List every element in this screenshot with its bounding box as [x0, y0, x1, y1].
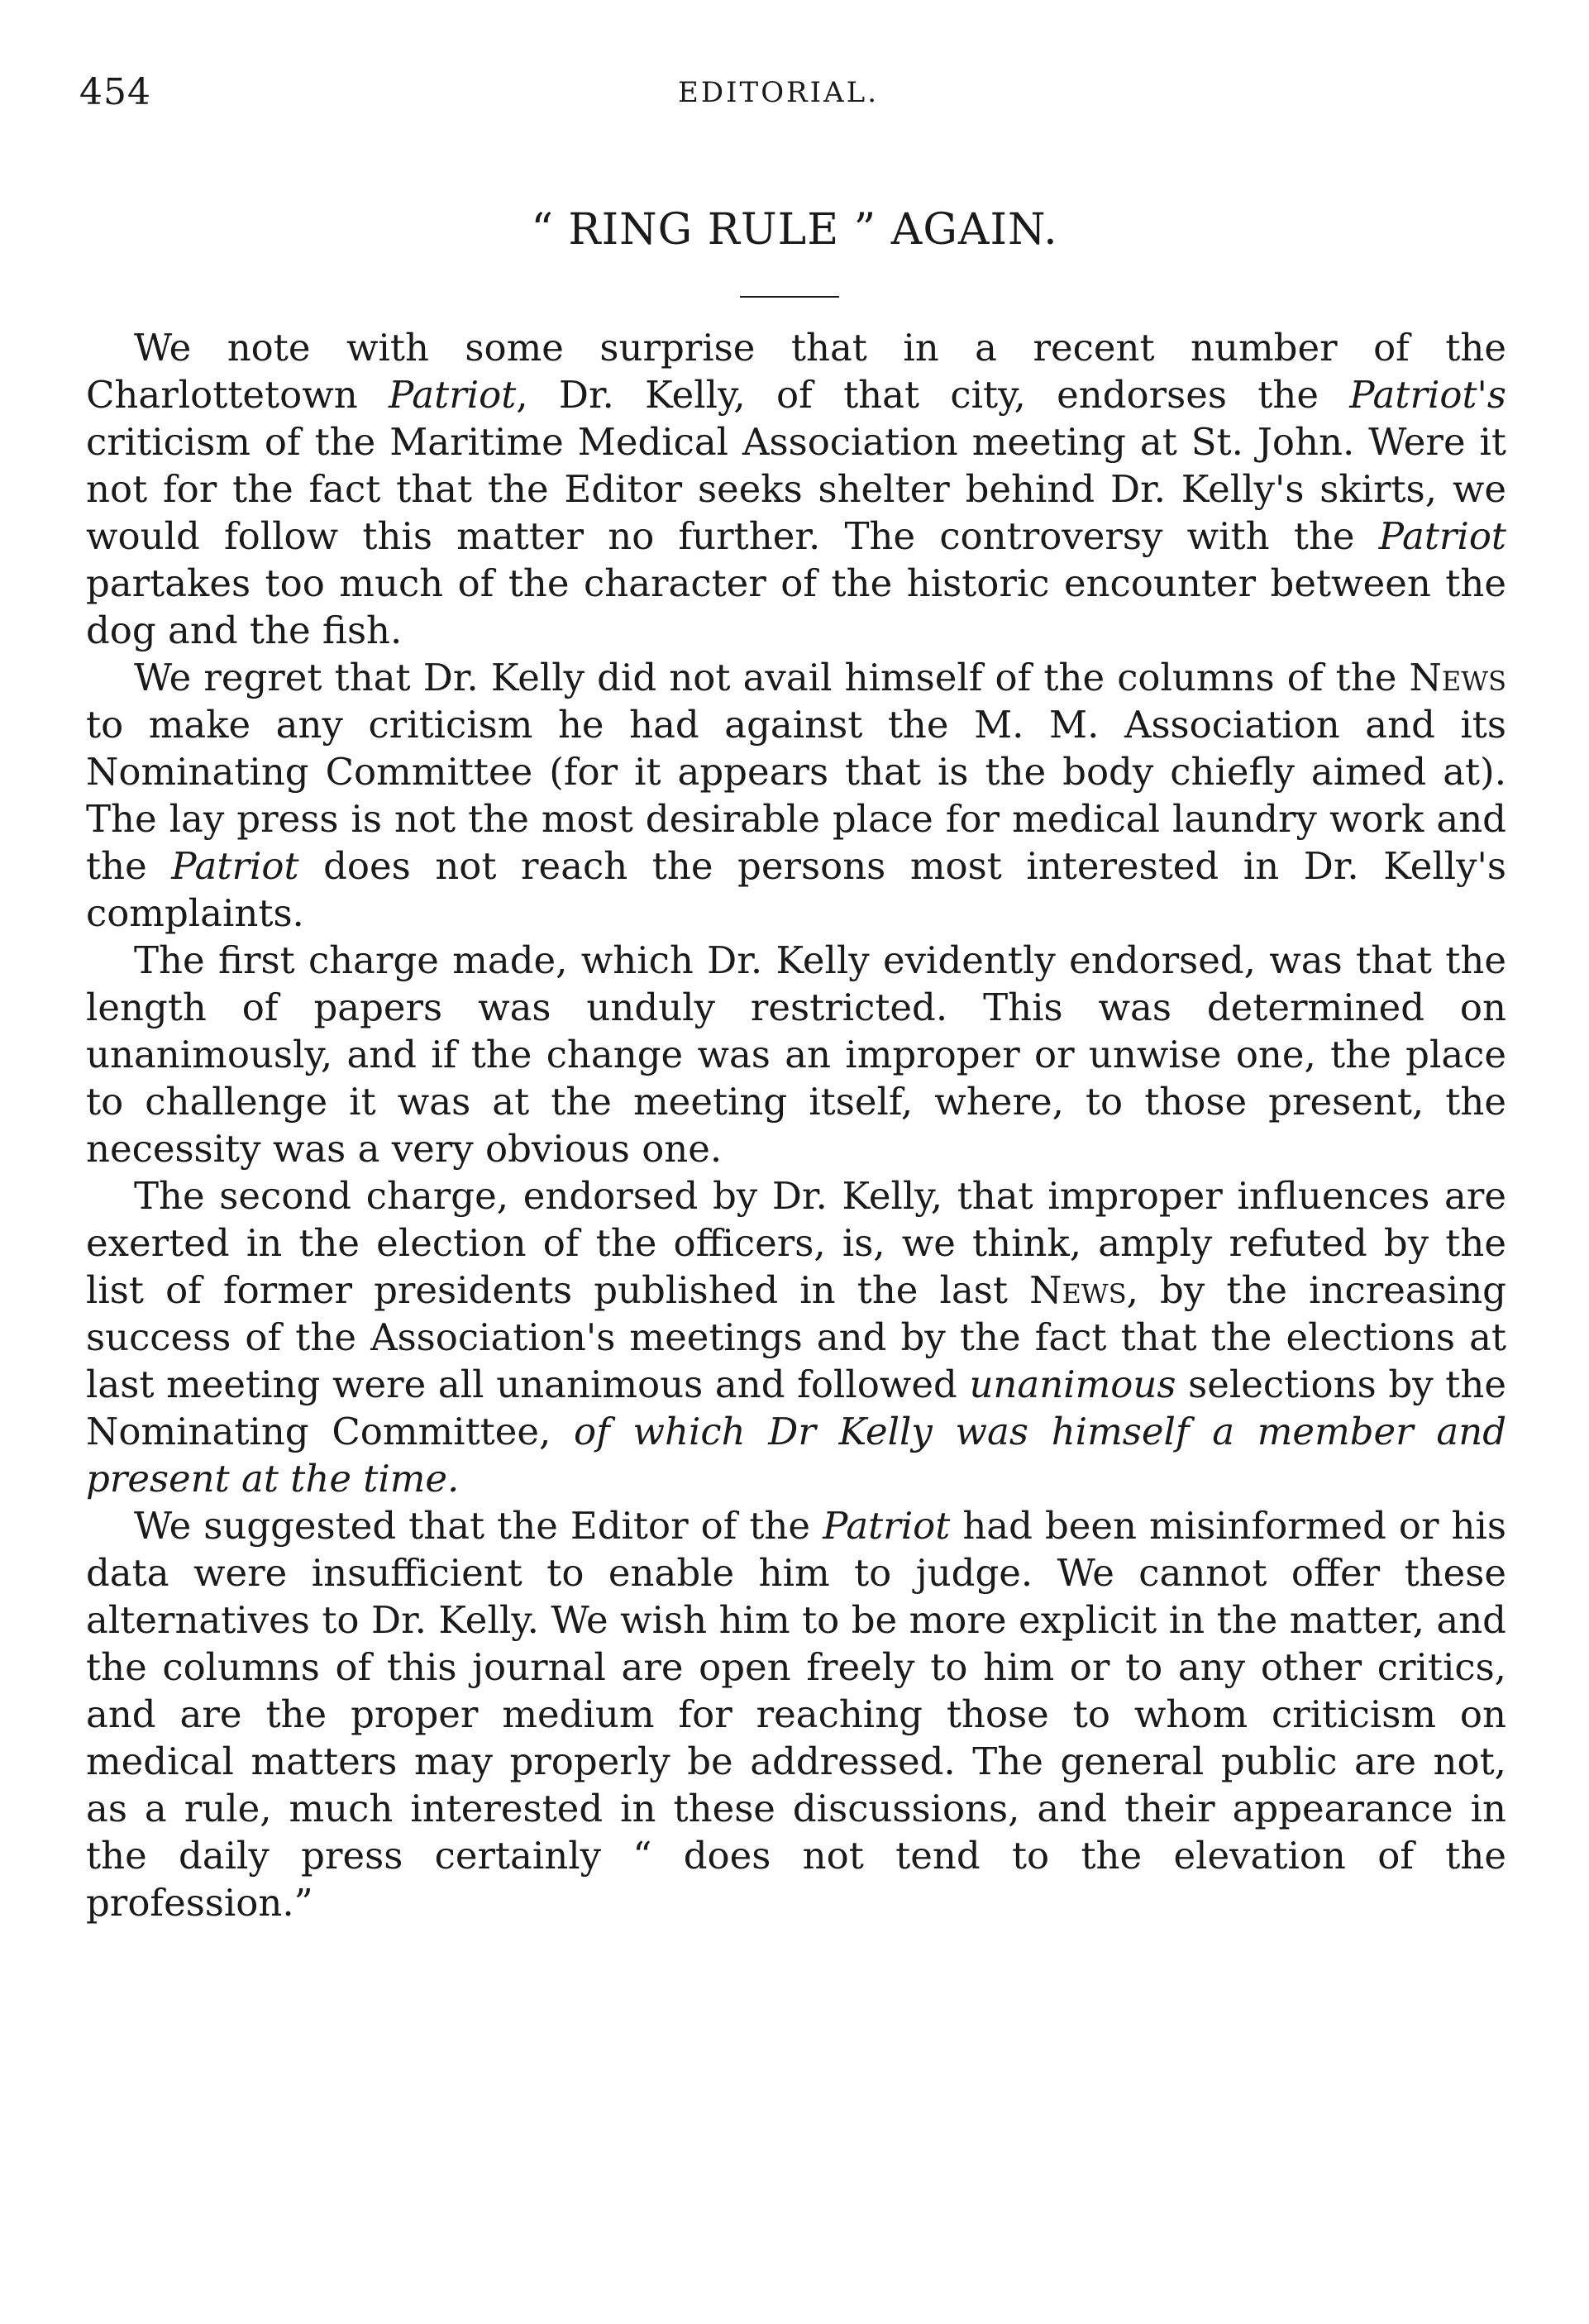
paragraph-4: The second charge, endorsed by Dr. Kelly, that improper influences are exerted in the election of the officers, is, we think, amply refuted by the list of former presidents published in the last News, by the increasing success of the Association's meetings and by the fact that the elections at last meeting were all unanimous and followed unanimous selections by the Nominating Committee, of which Dr Kelly was himself a member and present at the time. — [86, 1174, 1507, 1501]
page-number: 454 — [79, 71, 151, 113]
paragraph-1: We note with some surprise that in a recent number of the Charlottetown Patriot, Dr. Kelly, of that city, endorses the Patriot's criticism of the Maritime Medical Association meeting at St. John. Were it not for the fact that the Editor seeks shelter behind Dr. Kelly's skirts, we would follow this matter no further. The controversy with the Patriot partakes too much of the character of the historic encounter between the dog and the fish. — [86, 326, 1507, 652]
article-title: “ RING RULE ” AGAIN. — [531, 205, 1058, 255]
paragraph-2: We regret that Dr. Kelly did not avail himself of the columns of the News to make any criticism he had against the M. M. Association and its Nominating Committee (for it appears that is the body chiefly aimed at). The lay press is not the most desirable place for medical laundry work and the Patriot does not reach the persons most interested in Dr. Kelly's complaints. — [86, 656, 1506, 935]
article-body — [86, 324, 1506, 1926]
paragraph-3: The first charge made, which Dr. Kelly evidently endorsed, was that the length of papers was unduly restricted. This was determined on unanimously, and if the change was an improper or unwise one, the place to challenge it was at the meeting itself, where, to those present, the necessity was a very obvious one. — [86, 938, 1506, 1171]
title-rule — [740, 296, 839, 298]
running-head: EDITORIAL. — [678, 76, 880, 109]
paragraph-5: We suggested that the Editor of the Patriot had been misinformed or his data were insufficient to enable him to judge. We cannot offer these alternatives to Dr. Kelly. We wish him to be more explicit in the matter, and the columns of this journal are open freely to him or to any other critics, and are the proper medium for reaching those to whom criticism on medical matters may properly be addressed. The general public are not, as a rule, much interested in these discussions, and their appearance in the daily press certainly “ does not tend to the elevation of the profession.” — [86, 1504, 1506, 1925]
